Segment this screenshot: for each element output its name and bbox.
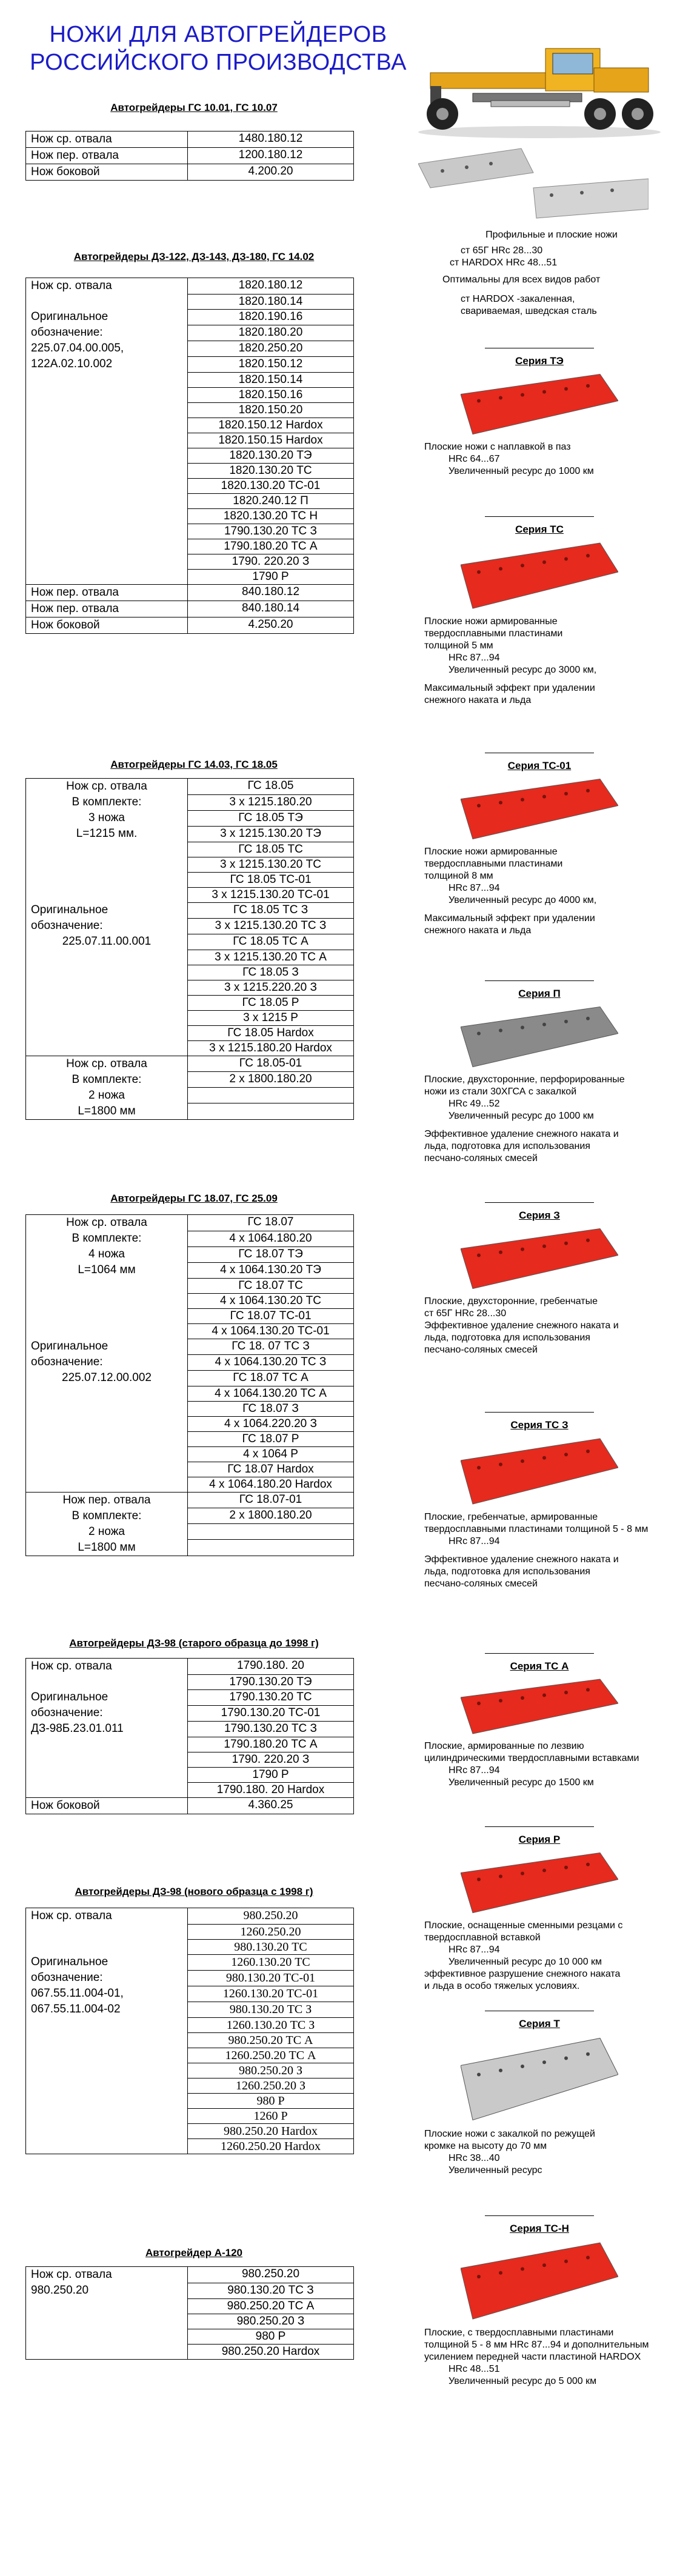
series-heading: Серия З — [519, 1210, 560, 1221]
table-row: 3 х 1215.130.20 ТС А — [26, 950, 354, 965]
series-description: Плоские, двухсторонние, гребенчатые ст 65Г HRc 28...30 Эффективное удаление снежного наката и льда, подготовка для использования песчано-соляных смесей — [424, 1296, 619, 1355]
table-row: 4 х 1064.130.20 ТС — [26, 1293, 354, 1308]
table-row: 980.250.20 ТС А — [26, 2298, 354, 2314]
table-row: 980.250.20 ТС А — [26, 2032, 354, 2048]
table-row: Оригинальное 1790.130.20 ТС — [26, 1689, 354, 1705]
table-row: ГС 18.05 ТС-01 — [26, 872, 354, 887]
divider — [485, 1412, 594, 1413]
table-row: 1820.130.20 ТЭ — [26, 448, 354, 463]
table-row: 3 х 1215.220.20 З — [26, 980, 354, 995]
table-row: 067.55.11.004-01, 1260.130.20 ТС-01 — [26, 1986, 354, 2002]
table-row: 4 х 1064.220.20 З — [26, 1416, 354, 1431]
table-row: 2 ножа — [26, 1524, 354, 1540]
table-row: обозначение: 3 х 1215.130.20 ТС З — [26, 918, 354, 934]
table-row: Нож пер. отвала 840.180.14 — [26, 601, 354, 617]
blade-image — [461, 2034, 618, 2125]
blade-image — [461, 1435, 618, 1508]
table-row: Нож боковой 4.200.20 — [26, 164, 354, 181]
table-row: Нож ср. отвала 980.250.20 — [26, 2267, 354, 2283]
series-description: Плоские ножи армированные твердосплавными пластинами толщиной 8 мм HRc 87...94 Увеличенный ресурс до 4000 км, Максимальный эффект при удалении снежного наката и льда — [424, 847, 597, 936]
divider — [485, 1653, 594, 1654]
table-row: 3 ножа ГС 18.05 ТЭ — [26, 810, 354, 826]
table-row: ГС 18.07 З — [26, 1401, 354, 1416]
series-heading: Серия Р — [518, 1834, 561, 1845]
series-description: Плоские, гребенчатые, армированные твердосплавными пластинами толщиной 5 - 8 мм HRc 87...94 Эффективное удаление снежного наката и льда, подготовка для использования песчано-соляных смесей — [424, 1512, 649, 1589]
blade-image — [461, 539, 618, 612]
table-row: 1820.130.20 ТС Н — [26, 508, 354, 524]
table-row: 1820.130.20 ТС-01 — [26, 478, 354, 493]
section-title: Автогрейдеры ГС 14.03, ГС 18.05 — [110, 759, 278, 770]
series-heading: Серия ТЭ — [515, 355, 564, 367]
table-row: 1260.250.20 — [26, 1924, 354, 1939]
table-row: 1790.180.20 ТС А — [26, 539, 354, 554]
table-row: Нож ср. отвала 1820.180.12 — [26, 278, 354, 295]
table-row: L=1800 мм — [26, 1540, 354, 1556]
table-row: 980.250.20 Hardox — [26, 2344, 354, 2359]
section-title: Автогрейдеры ДЗ-98 (нового образца с 1998 г) — [75, 1886, 313, 1897]
table-row: Нож ср. отвала ГС 18.07 — [26, 1215, 354, 1231]
table-row: 4 х 1064.130.20 ТС А — [26, 1386, 354, 1401]
table-row: ГС 18.05 ТС — [26, 842, 354, 857]
table-row: 1790 Р — [26, 569, 354, 584]
table-row: Нож пер. отвала 1200.180.12 — [26, 148, 354, 164]
table-row: ГС 18.05 З — [26, 965, 354, 980]
table-row: 4 х 1064 Р — [26, 1446, 354, 1462]
blade-image — [461, 776, 618, 842]
series-description: Плоские ножи армированные твердосплавными пластинами толщиной 5 мм HRc 87...94 Увеличенный ресурс до 3000 км, Максимальный эффект при удалении снежного наката и льда — [424, 616, 597, 705]
spec-table-dz98-new — [25, 1908, 354, 2154]
table-row: 980.250.20 З — [26, 2314, 354, 2329]
table-row: Нож боковой 4.360.25 — [26, 1797, 354, 1814]
table-row: 4 х 1064.180.20 Hardox — [26, 1477, 354, 1492]
table-row: Оригинальное ГС 18.05 ТС З — [26, 902, 354, 918]
table-row: ГС 18.07 Р — [26, 1431, 354, 1446]
table-row: В комплекте: 3 х 1215.180.20 — [26, 794, 354, 810]
table-row: L=1215 мм. 3 х 1215.130.20 ТЭ — [26, 826, 354, 842]
table-row: Нож ср. отвала ГС 18.05-01 — [26, 1056, 354, 1072]
series-description: Плоские ножи с закалкой по режущей кромке на высоту до 70 мм HRc 38...40 Увеличенный ресурс — [424, 2129, 595, 2175]
table-row: 980.250.20 980.130.20 ТС З — [26, 2283, 354, 2298]
series-heading: Серия ТС — [515, 524, 564, 535]
table-row: Нож ср. отвала 980.250.20 — [26, 1908, 354, 1925]
table-row: 1260.130.20 ТС З — [26, 2017, 354, 2032]
section-title: Автогрейдеры ГС 18.07, ГС 25.09 — [110, 1193, 278, 1204]
table-row: 1820.150.15 Hardox — [26, 433, 354, 448]
table-row: 122А.02.10.002 1820.150.12 — [26, 356, 354, 372]
blade-image — [461, 2238, 618, 2323]
table-row: 1260.250.20 З — [26, 2078, 354, 2093]
series-heading: Серия ТС А — [510, 1660, 569, 1672]
table-row: Нож ср. отвала 1790.180. 20 — [26, 1659, 354, 1675]
table-row: 1820.150.16 — [26, 387, 354, 402]
table-row: 980.250.20 З — [26, 2063, 354, 2078]
table-row: Нож пер. отвала 840.180.12 — [26, 584, 354, 601]
page-title — [24, 21, 412, 76]
table-row: 1790.130.20 ТЭ — [26, 1674, 354, 1689]
table-row: Оригинальное ГС 18. 07 ТС З — [26, 1339, 354, 1354]
table-row: 3 х 1215 Р — [26, 1010, 354, 1025]
series-heading: Серия П — [518, 988, 561, 999]
table-row: обозначение: 1820.180.20 — [26, 325, 354, 341]
table-row: 4 ножа ГС 18.07 ТЭ — [26, 1246, 354, 1262]
table-row: 1260.250.20 ТС А — [26, 2048, 354, 2063]
spec-table-dz98-old — [25, 1658, 354, 1814]
section-title: Автогрейдеры ДЗ-122, ДЗ-143, ДЗ-180, ГС 14.02 — [73, 251, 315, 262]
table-row: В комплекте: 4 х 1064.180.20 — [26, 1231, 354, 1246]
table-row: 1820.150.14 — [26, 372, 354, 387]
series-heading: Серия ТС-01 — [507, 760, 572, 771]
table-row: 1790 Р — [26, 1767, 354, 1782]
table-row: ГС 18.05 Р — [26, 995, 354, 1010]
series-description: Плоские, с твердосплавными пластинами толщиной 5 - 8 мм HRc 87...94 и дополнительным усилением передней части пластиной HARDOX HRc 48...51 Увеличенный ресурс до 5 000 км — [424, 2328, 649, 2386]
series-heading: Серия ТС З — [510, 1419, 569, 1431]
blade-image — [461, 1676, 618, 1737]
spec-table-a120 — [25, 2266, 354, 2360]
table-row: 1820.150.20 — [26, 402, 354, 418]
table-row: 225.07.04.00.005, 1820.250.20 — [26, 341, 354, 356]
blade-image — [461, 1225, 618, 1292]
table-row: L=1800 мм — [26, 1103, 354, 1120]
table-row: обозначение: 4 х 1064.130.20 ТС З — [26, 1354, 354, 1370]
table-row: Оригинальное 1820.190.16 — [26, 309, 354, 325]
series-description: Плоские, двухсторонние, перфорированные ножи из стали 30ХГСА с закалкой HRc 49...52 Увеличенный ресурс до 1000 км Эффективное удаление снежного наката и льда, подготовка для использования песчано-соляных смесей — [424, 1074, 625, 1163]
table-row: 225.07.12.00.002 ГС 18.07 ТС А — [26, 1370, 354, 1386]
table-row: 1790. 220.20 З — [26, 1752, 354, 1767]
table-row: обозначение: 1790.130.20 ТС-01 — [26, 1705, 354, 1721]
spec-table-dz122 — [25, 278, 354, 634]
spec-table-gs10 — [25, 131, 354, 181]
table-row: ГС 18.07 Hardox — [26, 1462, 354, 1477]
table-row: ДЗ-98Б.23.01.011 1790.130.20 ТС З — [26, 1721, 354, 1737]
table-row: 1790.180. 20 Hardox — [26, 1782, 354, 1797]
table-row: 980 Р — [26, 2329, 354, 2344]
table-row: Оригинальное 1260.130.20 ТС — [26, 1954, 354, 1970]
table-row: 4 х 1064.130.20 ТС-01 — [26, 1323, 354, 1339]
table-row: Нож пер. отвала ГС 18.07-01 — [26, 1492, 354, 1508]
table-row: Нож ср. отвала ГС 18.05 — [26, 779, 354, 795]
series-description: Плоские, оснащенные сменными резцами с твердосплавной вставкой HRc 87...94 Увеличенный ресурс до 10 000 км эффективное разрушение снежного наката и льда в особо тяжелых условиях. — [424, 1920, 623, 1991]
table-row: 225.07.11.00.001 ГС 18.05 ТС А — [26, 934, 354, 950]
table-row: 1260 Р — [26, 2108, 354, 2123]
series-heading: Серия Т — [519, 2018, 560, 2029]
series-heading: Серия ТС-Н — [510, 2223, 569, 2234]
table-row: 1820.130.20 ТС — [26, 463, 354, 478]
blade-image — [461, 1849, 618, 1916]
table-row: В комплекте: 2 х 1800.180.20 — [26, 1072, 354, 1088]
table-row: 3 х 1215.130.20 ТС-01 — [26, 887, 354, 902]
divider — [485, 516, 594, 517]
title-line-2: РОССИЙСКОГО ПРОИЗВОДСТВА — [30, 50, 407, 75]
table-row: 1820.150.12 Hardox — [26, 418, 354, 433]
title-line-1: НОЖИ ДЛЯ АВТОГРЕЙДЕРОВ — [49, 22, 387, 47]
profile-blade-image — [418, 145, 649, 224]
table-row: 1260.250.20 Hardox — [26, 2138, 354, 2154]
section-title: Автогрейдеры ГС 10.01, ГС 10.07 — [110, 102, 278, 113]
table-row: 980 Р — [26, 2093, 354, 2108]
divider — [485, 980, 594, 981]
table-row: 1790.130.20 ТС З — [26, 524, 354, 539]
table-row: ГС 18.07 ТС-01 — [26, 1308, 354, 1323]
series-description: Плоские, армированные по лезвию цилиндрическими твердосплавными вставками HRc 87...94 Увеличенный ресурс до 1500 км — [424, 1741, 639, 1788]
motor-grader-image — [418, 30, 667, 139]
divider — [485, 1202, 594, 1203]
table-row: 980.250.20 Hardox — [26, 2123, 354, 2138]
divider — [485, 1826, 594, 1827]
section-title: Автогрейдер А-120 — [145, 2247, 242, 2258]
table-row: 1790. 220.20 З — [26, 554, 354, 569]
table-row: 1820.240.12 П — [26, 493, 354, 508]
table-row: L=1064 мм 4 х 1064.130.20 ТЭ — [26, 1262, 354, 1278]
table-row: обозначение: 980.130.20 ТС-01 — [26, 1970, 354, 1986]
table-row: 1790.180.20 ТС А — [26, 1737, 354, 1752]
intro-text: Профильные и плоские ножи ст 65Г HRc 28...30 ст HARDOX HRc 48...51 Оптимальны для всех видов работ ст HARDOX -закаленная, свариваемая, шведская сталь — [442, 230, 618, 316]
table-row: 1820.180.14 — [26, 294, 354, 309]
table-row: ГС 18.07 ТС — [26, 1278, 354, 1293]
section-title: Автогрейдеры ДЗ-98 (старого образца до 1998 г) — [69, 1637, 319, 1649]
divider — [485, 2215, 594, 2216]
table-row: В комплекте: 2 х 1800.180.20 — [26, 1508, 354, 1524]
table-row: 3 х 1215.180.20 Hardox — [26, 1040, 354, 1056]
spec-table-gs1805 — [25, 778, 354, 1120]
table-row: ГС 18.05 Hardox — [26, 1025, 354, 1040]
table-row: 067.55.11.004-02 980.130.20 ТС З — [26, 2002, 354, 2017]
table-row: 2 ножа — [26, 1088, 354, 1103]
blade-image — [461, 371, 618, 438]
blade-image — [461, 1003, 618, 1070]
table-row: 980.130.20 ТС — [26, 1939, 354, 1954]
table-row: Нож ср. отвала 1480.180.12 — [26, 131, 354, 148]
spec-table-gs1807 — [25, 1214, 354, 1556]
table-row: Нож боковой 4.250.20 — [26, 617, 354, 633]
table-row: 3 х 1215.130.20 ТС — [26, 857, 354, 872]
series-description: Плоские ножи с наплавкой в паз HRc 64...67 Увеличенный ресурс до 1000 км — [424, 442, 594, 476]
